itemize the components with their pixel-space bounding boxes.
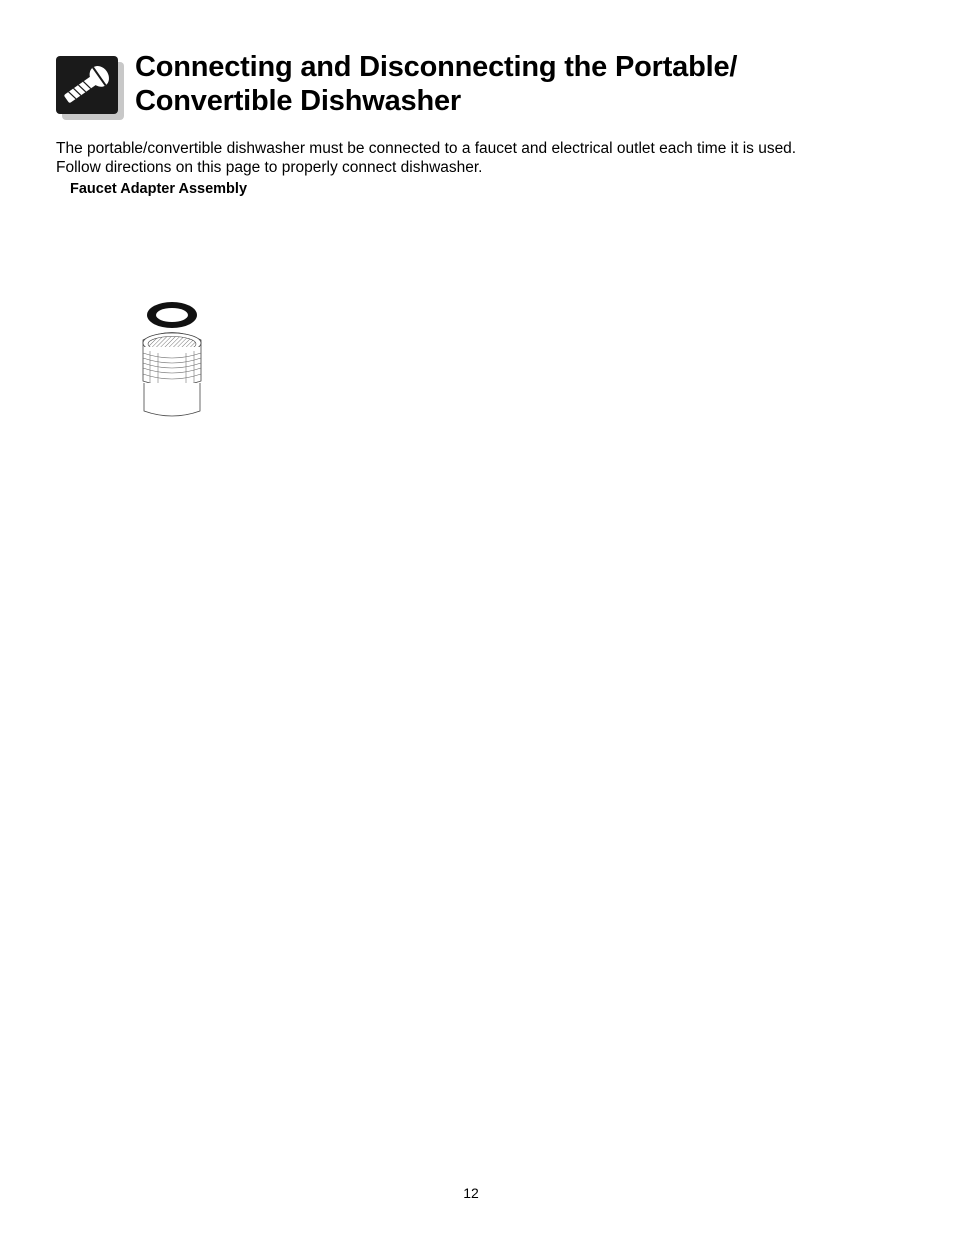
page-title-line-1: Connecting and Disconnecting the Portable/ <box>135 51 738 83</box>
page-number: 12 <box>463 1185 479 1201</box>
figure-caption: Faucet Adapter Assembly <box>70 181 248 197</box>
intro-line-1: The portable/convertible dishwasher must be connected to a faucet and electrical outlet each time it is used. <box>56 140 797 157</box>
page-title <box>135 50 915 118</box>
intro-paragraph <box>56 139 916 177</box>
intro-line-2: Follow directions on this page to properly connect dishwasher. <box>56 159 483 176</box>
page-title-line-2: Convertible Dishwasher <box>135 85 461 117</box>
faucet-adapter-illustration <box>136 295 208 421</box>
screw-icon <box>56 56 124 120</box>
